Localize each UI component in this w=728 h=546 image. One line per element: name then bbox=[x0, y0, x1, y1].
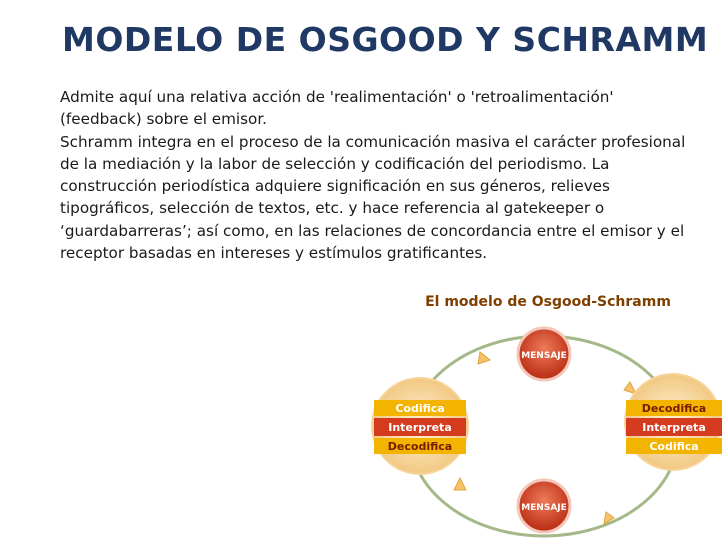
receiver-line-1: Decodifica bbox=[641, 402, 707, 415]
arrow-bottom-left bbox=[454, 478, 466, 490]
page-title: MODELO DE OSGOOD Y SCHRAMM bbox=[62, 20, 709, 59]
message-label-bottom: MENSAJE bbox=[521, 503, 567, 513]
receiver-node bbox=[625, 374, 722, 470]
emitter-line-3: Decodifica bbox=[387, 440, 453, 453]
message-node-bottom bbox=[518, 480, 570, 532]
arrow-top-left bbox=[478, 352, 490, 364]
emitter-node bbox=[372, 378, 468, 474]
emitter-line-2: Interpreta bbox=[388, 421, 452, 434]
osgood-schramm-diagram bbox=[368, 286, 728, 546]
emitter-line-1: Codifica bbox=[395, 402, 445, 415]
receiver-line-3: Codifica bbox=[649, 440, 699, 453]
paragraph-schramm: Schramm integra en el proceso de la comunicación masiva el carácter profesional de la mediación y la labor de selección y codificación del periodismo. La construcción periodística adquiere significación en sus géneros, relieves tipográficos, selección de textos, etc. y hace referencia al gatekeeper o ‘guardabarreras’; así como, en las relaciones de concordancia entre el emisor y el receptor basadas en intereses y estímulos gratificantes. bbox=[60, 132, 686, 263]
paragraph-feedback: Admite aquí una relativa acción de 'realimentación' o 'retroalimentación' (feedback) sobre el emisor. bbox=[60, 88, 614, 129]
message-node-top bbox=[518, 328, 570, 380]
diagram-title: El modelo de Osgood-Schramm bbox=[425, 294, 671, 310]
body-text bbox=[60, 86, 700, 264]
receiver-line-2: Interpreta bbox=[642, 421, 706, 434]
message-label-top: MENSAJE bbox=[521, 351, 567, 361]
